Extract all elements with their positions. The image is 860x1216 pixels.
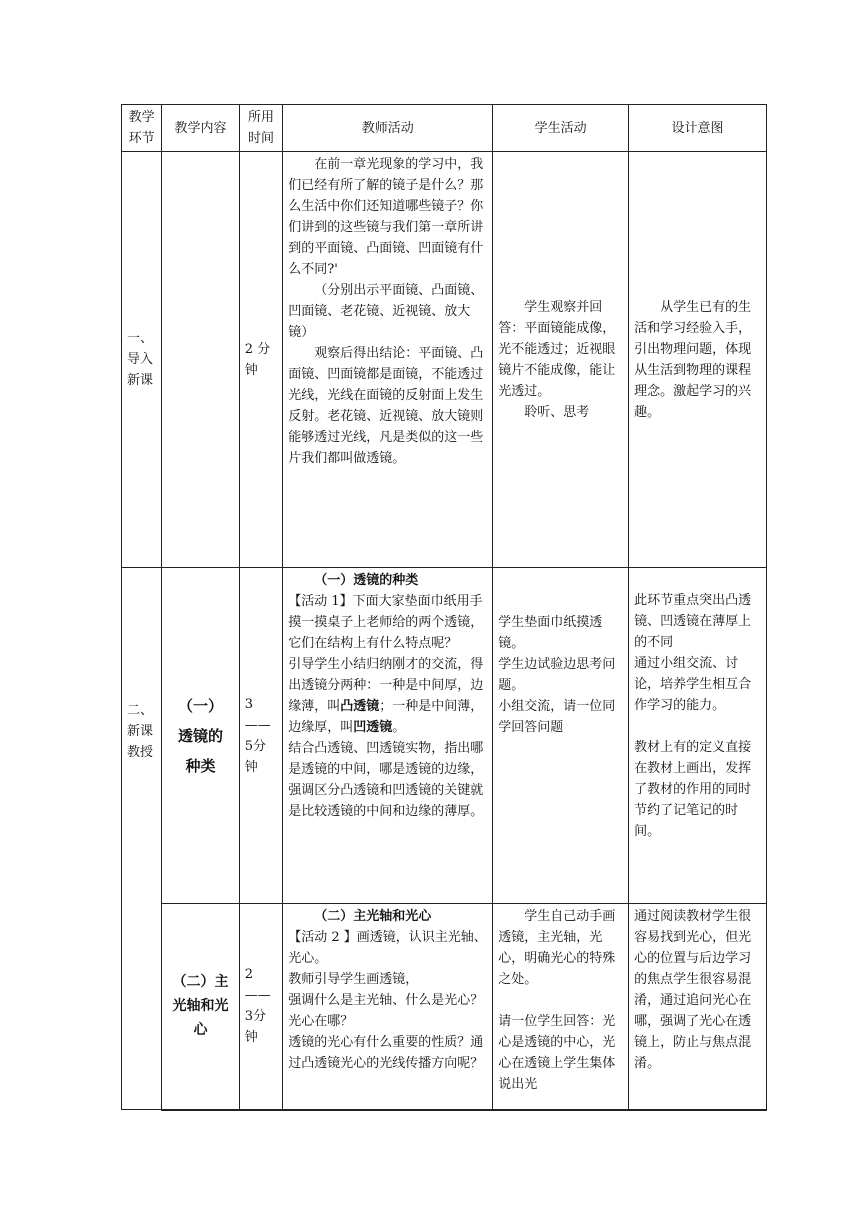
student-paragraph: 学生垫面巾纸摸透镜。: [498, 615, 603, 651]
student-activity-cell: [493, 152, 629, 568]
teacher-paragraph: （分别出示平面镜、凸面镜、凹面镜、老花镜、近视镜、放大镜）: [288, 283, 484, 340]
intent-paragraph: 通过阅读教材学生很容易找到光心，但光心的位置与后边学习的焦点学生很容易混淆，通过追问光心在哪，强调了光心在透镜上，防止与焦点混淆。: [634, 909, 752, 1071]
intent-paragraph: 教材上有的定义直接在教材上画出，发挥了教材的作用的同时节约了记笔记的时间。: [634, 740, 752, 839]
intent-paragraph: 从学生已有的生活和学习经验入手，引出物理问题，体现从生活到物理的课程理念。激起学习的兴趣。: [634, 299, 752, 420]
content-label: 透镜的: [178, 726, 224, 745]
teacher-text: ；一种是中间薄，边缘厚，叫: [288, 699, 484, 735]
table-row: [122, 568, 767, 904]
student-paragraph: 学生自己动手画透镜，主光轴，光心，明确光心的特殊之处。: [498, 909, 616, 987]
header-time: 所用时间: [239, 105, 282, 152]
stage-cell: 一、导入新课: [122, 152, 162, 568]
teacher-paragraph: 结合凸透镜、凹透镜实物，指出哪是透镜的中间，哪是透镜的边缘，强调区分凸透镜和凹透镜的关键就是比较透镜的中间和边缘的薄厚。: [288, 741, 484, 819]
teacher-paragraph: 强调什么是主光轴、什么是光心？光心在哪？: [288, 993, 484, 1029]
header-content: 教学内容: [162, 105, 239, 152]
design-intent-cell: [629, 152, 767, 568]
student-activity-cell: [493, 904, 629, 1110]
student-paragraph: 聆听、思考: [524, 404, 590, 420]
section-title: （一）透镜的种类: [314, 573, 419, 588]
header-teacher-activity: 教师活动: [283, 105, 493, 152]
teacher-activity-cell: [283, 568, 493, 904]
teacher-text: 引导学生小结归纳刚才的交流，得出透镜分两种：一种是中间厚，边缘薄，叫: [288, 657, 484, 714]
lesson-plan-table: [121, 104, 767, 1111]
header-student-activity: 学生活动: [493, 105, 629, 152]
section-title: （二）主光轴和光心: [314, 909, 432, 924]
header-design-intent: 设计意图: [629, 105, 767, 152]
header-stage: 教学环节: [122, 105, 162, 152]
content-cell: [162, 152, 239, 568]
intent-paragraph: 通过小组交流、讨论，培养学生相互合作学习的能力。: [634, 656, 752, 713]
term-concave-lens: 凹透镜: [353, 720, 393, 735]
stage-cell: 二、新课教授: [122, 568, 162, 1110]
teacher-paragraph: 在前一章光现象的学习中，我们已经有所了解的镜子是什么？那么生活中你们还知道哪些镜子？你们讲到的这些镜与我们第一章所讲到的平面镜、凸面镜、凹面镜有什么不同?': [288, 157, 484, 277]
student-paragraph: 请一位学生回答：光心是透镜的中心，光心在透镜上学生集体说出光: [498, 1014, 616, 1092]
teacher-activity-cell: [283, 904, 493, 1110]
table-row: [122, 152, 767, 568]
teacher-paragraph: 透镜的光心有什么重要的性质？通过凸透镜光心的光线传播方向呢？: [288, 1035, 484, 1071]
student-paragraph: 小组交流，请一位同学回答问题: [498, 699, 616, 735]
teacher-paragraph: 观察后得出结论：平面镜、凸面镜、凹面镜都是面镜，不能透过光线，光线在面镜的反射面上发生反射。老花镜、近视镜、放大镜则能够透过光线，凡是类似的这一些片我们都叫做透镜。: [288, 346, 484, 466]
teacher-paragraph: 教师引导学生画透镜，: [288, 972, 419, 987]
header-row: [122, 105, 767, 152]
teacher-paragraph: 【活动 2 】画透镜，认识主光轴、光心。: [288, 930, 487, 966]
teacher-text: 。: [392, 720, 406, 735]
content-cell: [162, 904, 239, 1110]
time-cell: 3 —— 5分钟: [239, 568, 282, 904]
student-paragraph: 学生边试验边思考问题。: [498, 657, 616, 693]
student-paragraph: 学生观察并回答：平面镜能成像，光不能透过；近视眼镜片不能成像，能让光透过。: [498, 299, 616, 399]
intent-paragraph: 此环节重点突出凸透镜、凹透镜在薄厚上的不同: [634, 593, 752, 650]
content-cell: [162, 568, 239, 904]
teacher-paragraph: [288, 654, 487, 738]
design-intent-cell: [629, 904, 767, 1110]
content-label: （一）: [178, 696, 224, 715]
content-label: （二）主光轴和光心: [172, 974, 229, 1039]
teacher-activity-cell: [283, 152, 493, 568]
table-row: [122, 904, 767, 1110]
content-label: 种类: [185, 756, 216, 775]
term-convex-lens: 凸透镜: [340, 699, 380, 714]
time-cell: 2 —— 3分钟: [239, 904, 282, 1110]
design-intent-cell: [629, 568, 767, 904]
student-activity-cell: [493, 568, 629, 904]
time-cell: 2 分钟: [239, 152, 282, 568]
teacher-paragraph: 【活动 1】下面大家垫面巾纸用手摸一摸桌子上老师给的两个透镜，它们在结构上有什么特点呢？: [288, 594, 484, 651]
